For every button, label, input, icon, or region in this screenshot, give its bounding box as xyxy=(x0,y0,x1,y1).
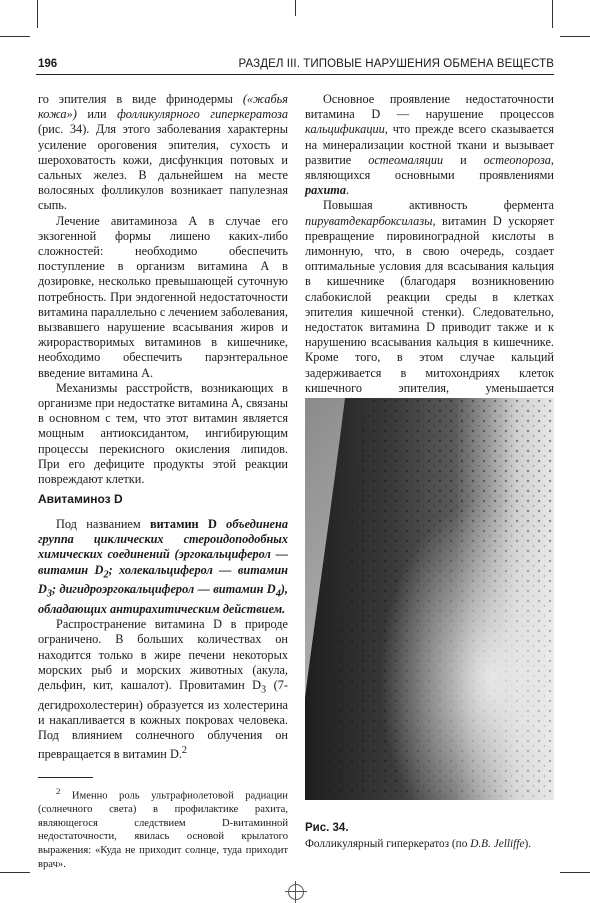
paragraph: Повышая активность фермента пируватдекарбоксилазы, витамин D ускоряет превращение пировиноградной кислоты в лимонную, что, в свою очередь, создает оптимальные условия для всасывания кальция в кишечнике (благодаря возникновению слабокислой реакции среды в клетках эпителия кишечной стенки). Следовательно, недостаток витамина D приводит также и к нарушению всасывания кальция в кишечнике. Кроме того, в этом случае кальций задерживается в митохондриях клеток кишечного эпителия, уменьшается xyxy=(305,198,554,395)
paragraph: го эпителия в виде фринодермы («жабья кожа») или фолликулярного гиперкератоза (рис. 34). Для этого заболевания характерны усиление ороговения эпителия, сухость и шероховатость кожи, дисфункция потовых и сальных желез. В дальнейшем на месте волосяных фолликулов возникает папулезная сыпь. xyxy=(38,92,289,213)
left-column xyxy=(38,92,288,487)
paragraph: Механизмы расстройств, возникающих в организме при недостатке витамина А, связаны в основном с тем, что этот витамин является мощным антиоксидантом, ингибирующим процессы перекисного окисления липидов. При его дефиците продукты этой реакции повреждают клетки. xyxy=(38,380,288,487)
section-title: РАЗДЕЛ III. ТИПОВЫЕ НАРУШЕНИЯ ОБМЕНА ВЕЩЕСТВ xyxy=(238,58,554,70)
paragraph: Основное проявление недостаточности витамина D — нарушение процессов кальцификации, что прежде всего сказывается на минерализации костной ткани и вызывает развитие остеомаляции и остеопороза, являющихся основными проявлениями рахита. xyxy=(305,92,554,198)
footnote-text: Именно роль ультрафиолетовой радиации (солнечного света) в профилактике рахита, являющегося следствием D-витаминной недостаточности, явилась основой крылатого выражения: «Куда не приходит солнце, туда приходит врач». xyxy=(38,790,288,870)
footnote xyxy=(38,785,288,871)
crop-mark-bottom-right xyxy=(560,872,590,873)
paragraph: Лечение авитаминоза А в случае его экзогенной формы лишено каких-либо сложностей: необходимо обеспечить поступление в организм витамина А в дозировке, несколько превышающей суточную потребность. При эндогенной недостаточности витамина параллельно с лечением заболевания, вызвавшего нарушение всасывания жиров и жирорастворимых витаминов в кишечнике, необходимо обеспечить парэнтеральное введение витамина А. xyxy=(38,213,288,380)
left-column-section xyxy=(38,517,288,763)
registration-mark-bottom xyxy=(288,884,304,900)
crop-mark-top-left xyxy=(0,36,30,37)
footnote-reference[interactable]: 2 xyxy=(181,745,188,757)
section-heading: Авитаминоз D xyxy=(38,492,123,506)
page-number: 196 xyxy=(38,58,58,70)
right-column xyxy=(305,92,554,426)
crop-mark-top-right-v xyxy=(552,0,553,28)
running-header xyxy=(36,57,554,75)
footnote-divider xyxy=(38,777,93,778)
definition-paragraph: Под названием витамин D объединена группа циклических стероидоподобных химических соединений (эргокальциферол — витамин $D_2$; холекальциферол — витамин $D_3$; дигидроэргокальциферол — витамин $D_4$), обладающих антирахитическим действием. xyxy=(38,517,289,616)
crop-mark-top-center xyxy=(295,0,296,16)
crop-mark-top-right xyxy=(560,36,590,37)
figure-caption: Фолликулярный гиперкератоз (по D.B. Jelliffe). xyxy=(305,838,532,850)
crop-mark-bottom-left xyxy=(0,872,30,873)
paragraph: Распространение витамина D в природе ограничено. В больших количествах он находится только в жире печени некоторых морских рыб и морских животных (акула, дельфин, кит, кашалот). Провитамин $D_3$ (7-дегидрохолестерин) образуется из холестерина и накапливается в кожных покровах человека. Под влиянием солнечного облучения он превращается в витамин D.$^2$ xyxy=(38,617,288,762)
figure-label: Рис. 34. xyxy=(305,822,349,834)
crop-mark-top-left-v xyxy=(37,0,38,28)
figure-photo xyxy=(305,398,554,800)
skin-photo-illustration xyxy=(305,398,554,800)
footnote-marker: 2 xyxy=(56,786,61,796)
